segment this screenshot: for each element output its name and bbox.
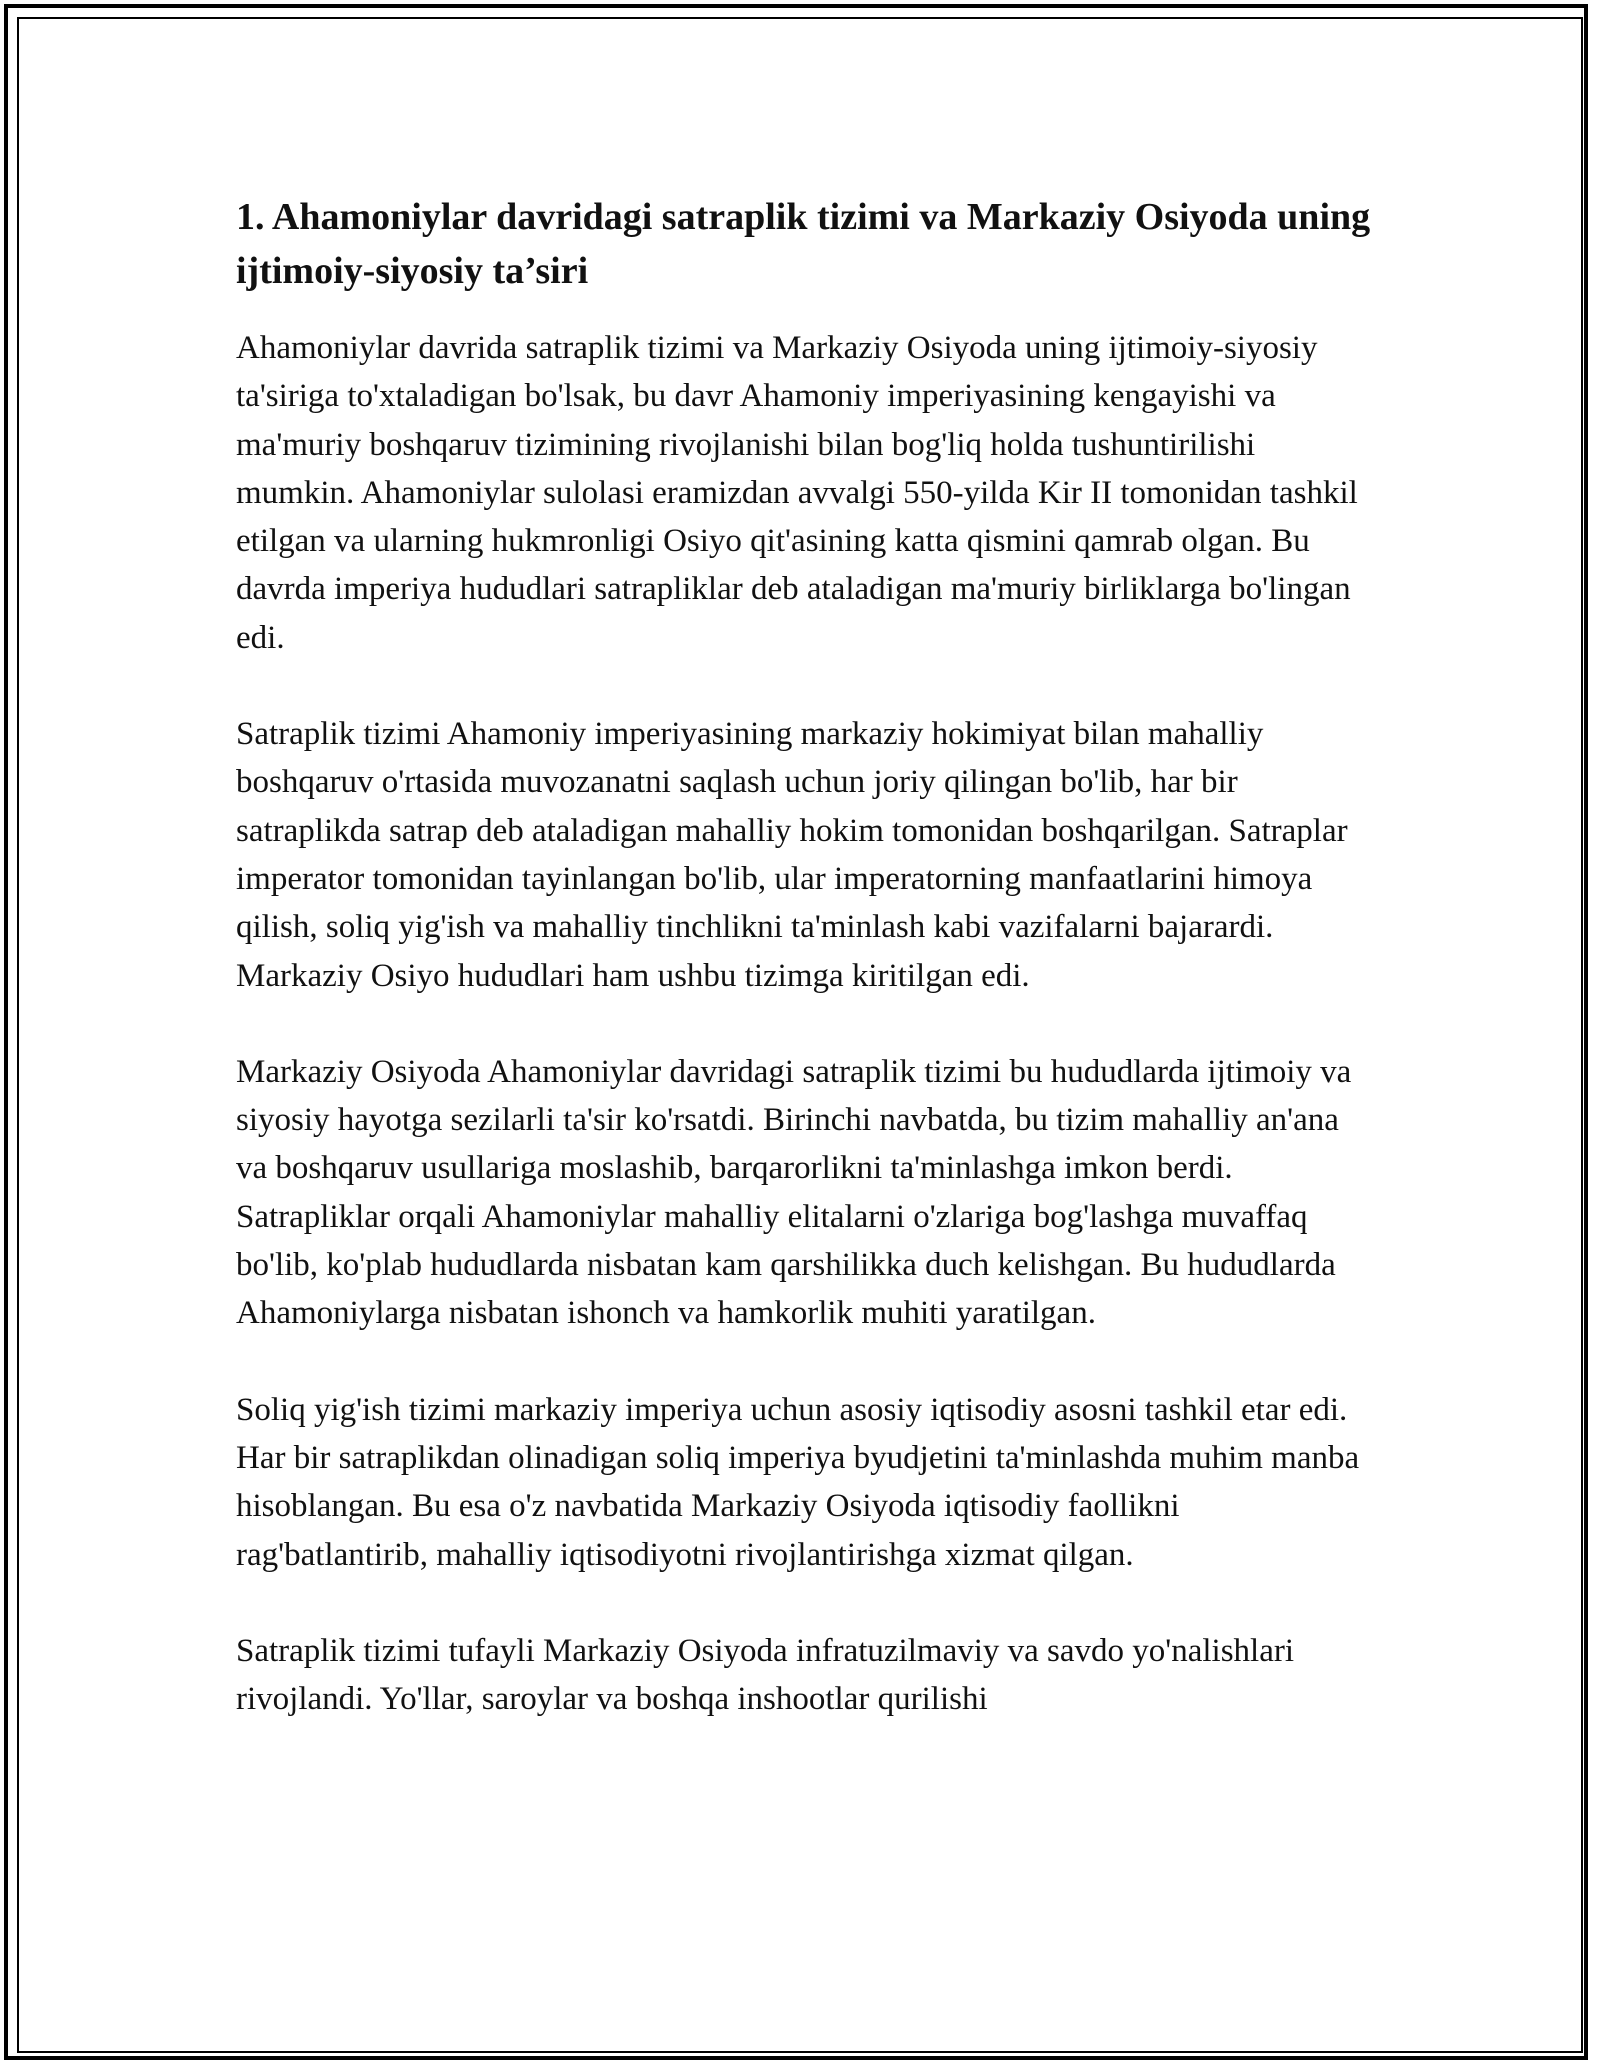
paragraph-1: Ahamoniylar davrida satraplik tizimi va Markaziy Osiyoda uning ijtimoiy-siyosiy ta'siriga to'xtaladigan bo'lsak, bu davr Ahamoniy imperiyasining kengayishi va ma'muriy boshqaruv tizimining rivojlanishi bilan bog'liq holda tushuntirilishi mumkin. Ahamoniylar sulolasi eramizdan avvalgi 550-yilda Kir II tomonidan tashkil etilgan va ularning hukmronligi Osiyo qit'asining katta qismini qamrab olgan. Bu davrda imperiya hududlari satrapliklar deb ataladigan ma'muriy birliklarga bo'lingan edi.	[236, 330, 1358, 656]
section-heading: 1. Ahamoniylar davridagi satraplik tizimi va Markaziy Osiyoda uning ijtimoiy-siyosiy ta’siri	[236, 196, 1371, 292]
paragraph-5: Satraplik tizimi tufayli Markaziy Osiyoda infratuzilmaviy va savdo yo'nalishlari rivojlandi. Yo'llar, saroylar va boshqa inshootlar qurilishi	[236, 1632, 1295, 1718]
document-body	[236, 190, 1376, 1771]
paragraph-2: Satraplik tizimi Ahamoniy imperiyasining markaziy hokimiyat bilan mahalliy boshqaruv o'rtasida muvozanatni saqlash uchun joriy qilingan bo'lib, har bir satraplikda satrap deb ataladigan mahalliy hokim tomonidan boshqarilgan. Satraplar imperator tomonidan tayinlangan bo'lib, ular imperatorning manfaatlarini himoya qilish, soliq yig'ish va mahalliy tinchlikni ta'minlash kabi vazifalarni bajarardi. Markaziy Osiyo hududlari ham ushbu tizimga kiritilgan edi.	[236, 716, 1348, 994]
paragraph-4: Soliq yig'ish tizimi markaziy imperiya uchun asosiy iqtisodiy asosni tashkil etar edi. Har bir satraplikdan olinadigan soliq imperiya byudjetini ta'minlashda muhim manba hisoblangan. Bu esa o'z navbatida Markaziy Osiyoda iqtisodiy faollikni rag'batlantirib, mahalliy iqtisodiyotni rivojlantirishga xizmat qilgan.	[236, 1391, 1360, 1573]
paragraph-3: Markaziy Osiyoda Ahamoniylar davridagi satraplik tizimi bu hududlarda ijtimoiy va siyosiy hayotga sezilarli ta'sir ko'rsatdi. Birinchi navbatda, bu tizim mahalliy an'ana va boshqaruv usullariga moslashib, barqarorlikni ta'minlashga imkon berdi. Satrapliklar orqali Ahamoniylar mahalliy elitalarni o'zlariga bog'lashga muvaffaq bo'lib, ko'plab hududlarda nisbatan kam qarshilikka duch kelishgan. Bu hududlarda Ahamoniylarga nisbatan ishonch va hamkorlik muhiti yaratilgan.	[236, 1053, 1352, 1332]
